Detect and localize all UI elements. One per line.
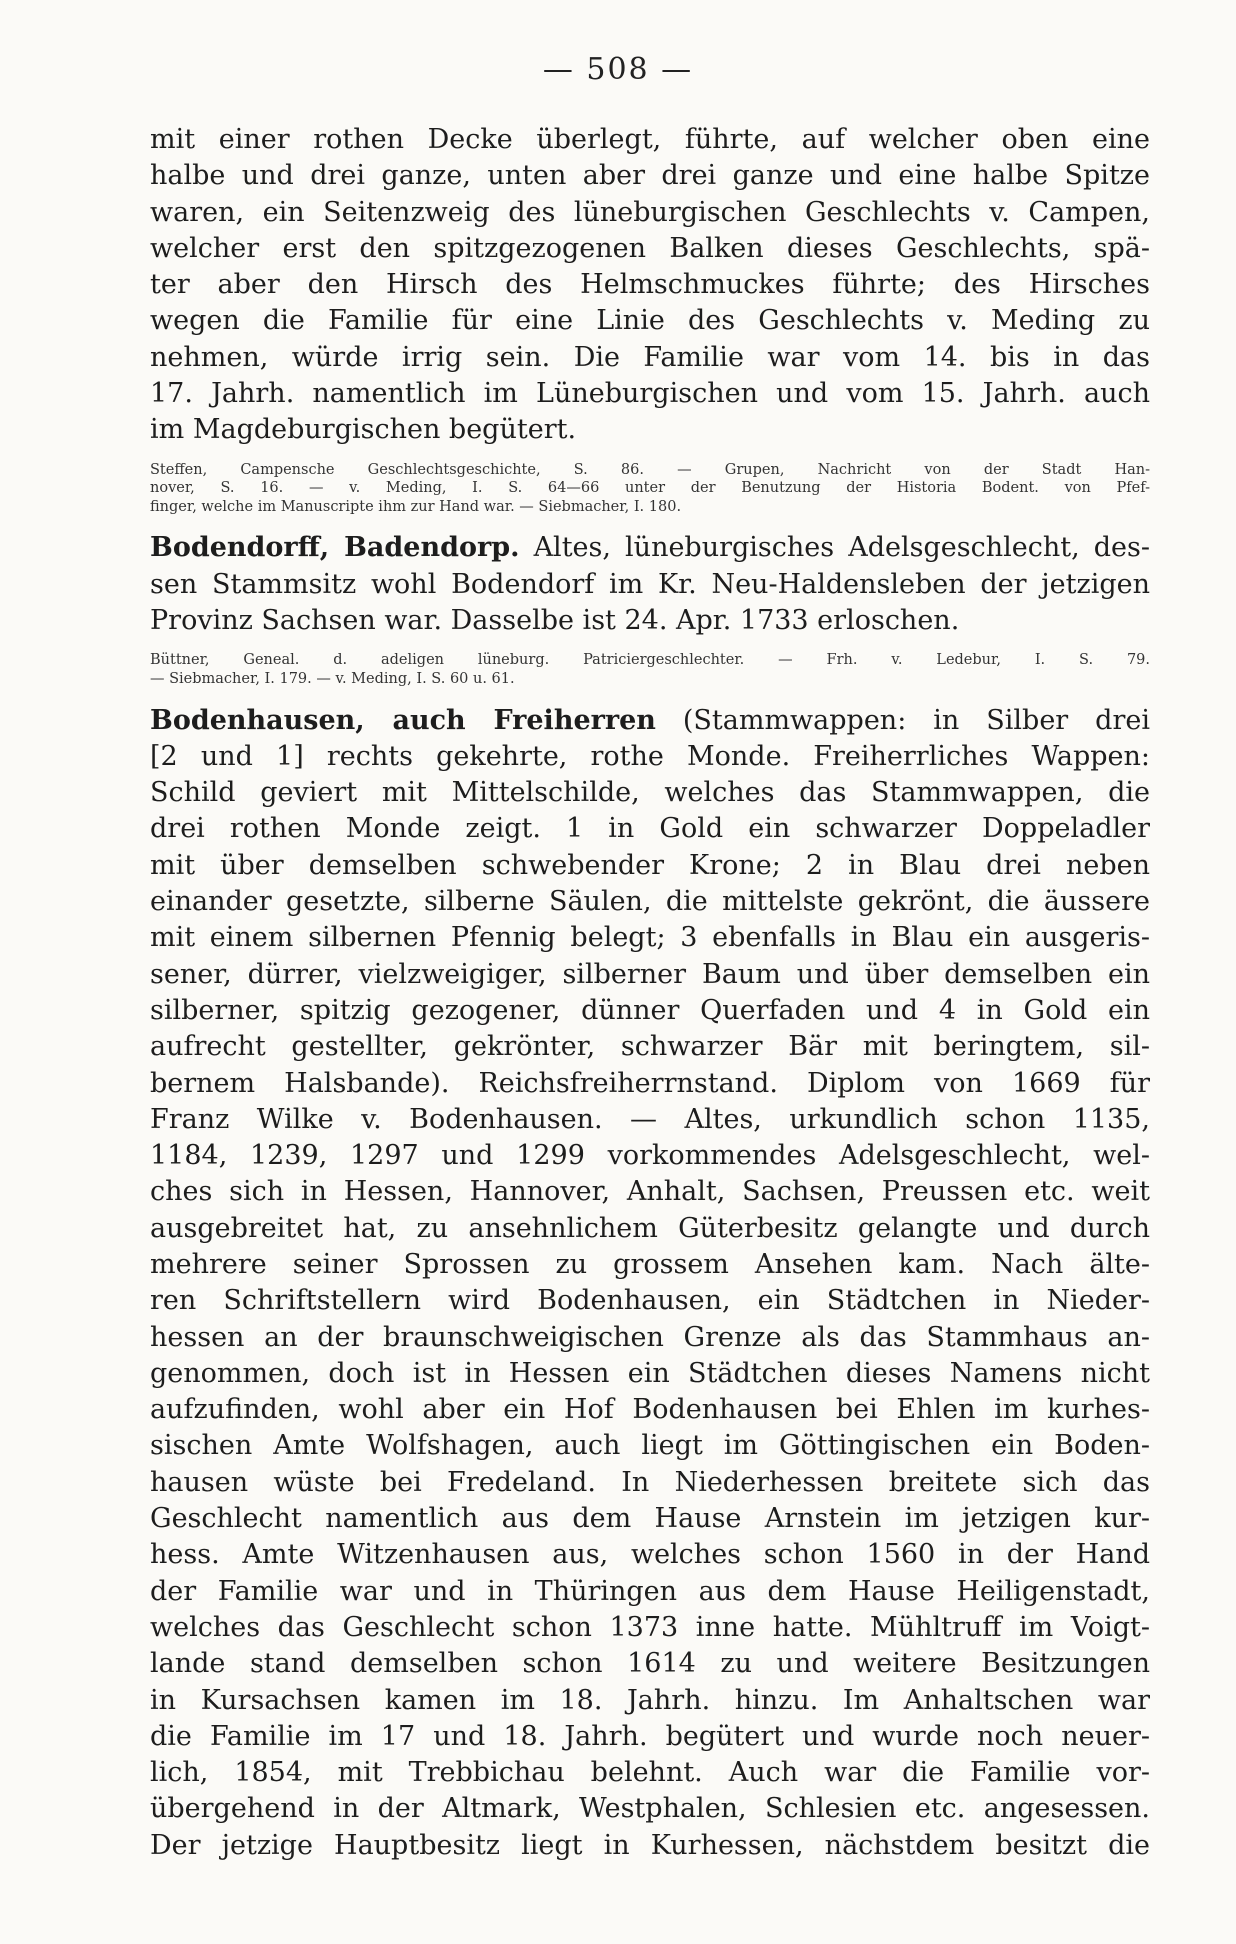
footnote-line: Büttner, Geneal. d. adeligen lüneburg. Patriciergeschlechter. — Frh. v. Ledebur, I. S. 79. bbox=[150, 652, 1150, 669]
text-line: der Familie war und in Thüringen aus dem Hause Heiligenstadt, bbox=[150, 1575, 1150, 1607]
text-line: die Familie im 17 und 18. Jahrh. begütert und wurde noch neuer- bbox=[150, 1720, 1150, 1752]
text-line: nehmen, würde irrig sein. Die Familie war vom 14. bis in das bbox=[150, 341, 1150, 373]
text-line: ausgebreitet hat, zu ansehnlichem Güterbesitz gelangte und durch bbox=[150, 1212, 1150, 1244]
text-line: mit über demselben schwebender Krone; 2 in Blau drei neben bbox=[150, 849, 1150, 881]
text-line: genommen, doch ist in Hessen ein Städtchen dieses Namens nicht bbox=[150, 1357, 1150, 1389]
text-line: drei rothen Monde zeigt. 1 in Gold ein schwarzer Doppeladler bbox=[150, 813, 1150, 845]
text-line: Schild geviert mit Mittelschilde, welches das Stammwappen, die bbox=[150, 777, 1150, 809]
text-line bbox=[150, 703, 1150, 739]
text-line: ren Schriftstellern wird Bodenhausen, ein Städtchen in Nieder- bbox=[150, 1285, 1150, 1317]
text-line: hessen an der braunschweigischen Grenze als das Stammhaus an- bbox=[150, 1321, 1150, 1353]
entry-text: (Stammwappen: in Silber drei bbox=[655, 704, 1150, 736]
footnote-line: finger, welche im Manuscripte ihm zur Hand war. — Siebmacher, I. 180. bbox=[150, 498, 682, 515]
text-line: mit einem silbernen Pfennig belegt; 3 ebenfalls in Blau ein ausgeris- bbox=[150, 922, 1150, 954]
text-line: wegen die Familie für eine Linie des Geschlechts v. Meding zu bbox=[150, 305, 1150, 337]
text-line: Provinz Sachsen war. Dasselbe ist 24. Apr. 1733 erloschen. bbox=[150, 605, 960, 637]
entry-heading: Bodendorff, Badendorp. bbox=[150, 532, 520, 564]
paragraph-campen bbox=[150, 122, 1150, 449]
text-line: silberner, spitzig gezogener, dünner Querfaden und 4 in Gold ein bbox=[150, 994, 1150, 1026]
text-line: mit einer rothen Decke überlegt, führte, auf welcher oben eine bbox=[150, 124, 1150, 155]
entry-bodenhausen bbox=[150, 703, 1150, 1865]
text-line: ches sich in Hessen, Hannover, Anhalt, Sachsen, Preussen etc. weit bbox=[150, 1176, 1150, 1208]
text-line: [2 und 1] rechts gekehrte, rothe Monde. Freiherrliches Wappen: bbox=[150, 740, 1150, 772]
text-line: bernem Halsbande). Reichsfreiherrnstand. Diplom von 1669 für bbox=[150, 1067, 1150, 1099]
text-line: einander gesetzte, silberne Säulen, die mittelste gekrönt, die äussere bbox=[150, 886, 1150, 918]
entry-bodendorff bbox=[150, 530, 1150, 639]
footnote-line: Steffen, Campensche Geschlechtsgeschichte, S. 86. — Grupen, Nachricht von der Stadt Han- bbox=[150, 461, 1150, 478]
footnote-line: — Siebmacher, I. 179. — v. Meding, I. S. 60 u. 61. bbox=[150, 670, 515, 687]
text-line: lich, 1854, mit Trebbichau belehnt. Auch war die Familie vor- bbox=[150, 1757, 1150, 1789]
text-line: Franz Wilke v. Bodenhausen. — Altes, urkundlich schon 1135, bbox=[150, 1103, 1150, 1135]
text-line: welches das Geschlecht schon 1373 inne hatte. Mühltruff im Voigt- bbox=[150, 1611, 1150, 1643]
entry-text: Altes, lüneburgisches Adelsgeschlecht, des- bbox=[519, 532, 1150, 564]
text-line bbox=[150, 530, 1150, 566]
text-line: sen Stammsitz wohl Bodendorf im Kr. Neu-Haldensleben der jetzigen bbox=[150, 568, 1150, 600]
text-line: aufrecht gestellter, gekrönter, schwarzer Bär mit beringtem, sil- bbox=[150, 1031, 1150, 1063]
footnote-bodendorff bbox=[150, 651, 1150, 688]
text-line: ter aber den Hirsch des Helmschmuckes führte; des Hirsches bbox=[150, 269, 1150, 301]
text-line: im Magdeburgischen begütert. bbox=[150, 414, 577, 446]
footnote-line: nover, S. 16. — v. Meding, I. S. 64—66 unter der Benutzung der Historia Bodent. von Pfef- bbox=[150, 480, 1150, 497]
text-line: halbe und drei ganze, unten aber drei ganze und eine halbe Spitze bbox=[150, 160, 1150, 192]
text-line: 1184, 1239, 1297 und 1299 vorkommendes Adelsgeschlecht, wel- bbox=[150, 1140, 1150, 1172]
text-line: Geschlecht namentlich aus dem Hause Arnstein im jetzigen kur- bbox=[150, 1503, 1150, 1535]
text-line: mehrere seiner Sprossen zu grossem Ansehen kam. Nach älte- bbox=[150, 1248, 1150, 1280]
page-body bbox=[150, 122, 1150, 1864]
text-line: übergehend in der Altmark, Westphalen, Schlesien etc. angesessen. bbox=[150, 1793, 1150, 1825]
text-line: hess. Amte Witzenhausen aus, welches schon 1560 in der Hand bbox=[150, 1539, 1150, 1571]
text-line: hausen wüste bei Fredeland. In Niederhessen breitete sich das bbox=[150, 1466, 1150, 1498]
entry-heading: Bodenhausen, auch Freiherren bbox=[150, 704, 656, 736]
text-line: lande stand demselben schon 1614 zu und weitere Besitzungen bbox=[150, 1648, 1150, 1680]
text-line: welcher erst den spitzgezogenen Balken dieses Geschlechts, spä- bbox=[150, 232, 1150, 264]
text-line: in Kursachsen kamen im 18. Jahrh. hinzu. Im Anhaltschen war bbox=[150, 1684, 1150, 1716]
footnote-campen bbox=[150, 461, 1150, 517]
text-line: waren, ein Seitenzweig des lüneburgischen Geschlechts v. Campen, bbox=[150, 196, 1150, 228]
page-number: — 508 — bbox=[542, 52, 694, 87]
text-line: sischen Amte Wolfshagen, auch liegt im Göttingischen ein Boden- bbox=[150, 1430, 1150, 1462]
text-line: Der jetzige Hauptbesitz liegt in Kurhessen, nächstdem besitzt die bbox=[150, 1829, 1150, 1861]
text-line: 17. Jahrh. namentlich im Lüneburgischen und vom 15. Jahrh. auch bbox=[150, 378, 1150, 410]
text-line: sener, dürrer, vielzweigiger, silberner Baum und über demselben ein bbox=[150, 958, 1150, 990]
text-line: aufzufinden, wohl aber ein Hof Bodenhausen bei Ehlen im kurhes- bbox=[150, 1394, 1150, 1426]
